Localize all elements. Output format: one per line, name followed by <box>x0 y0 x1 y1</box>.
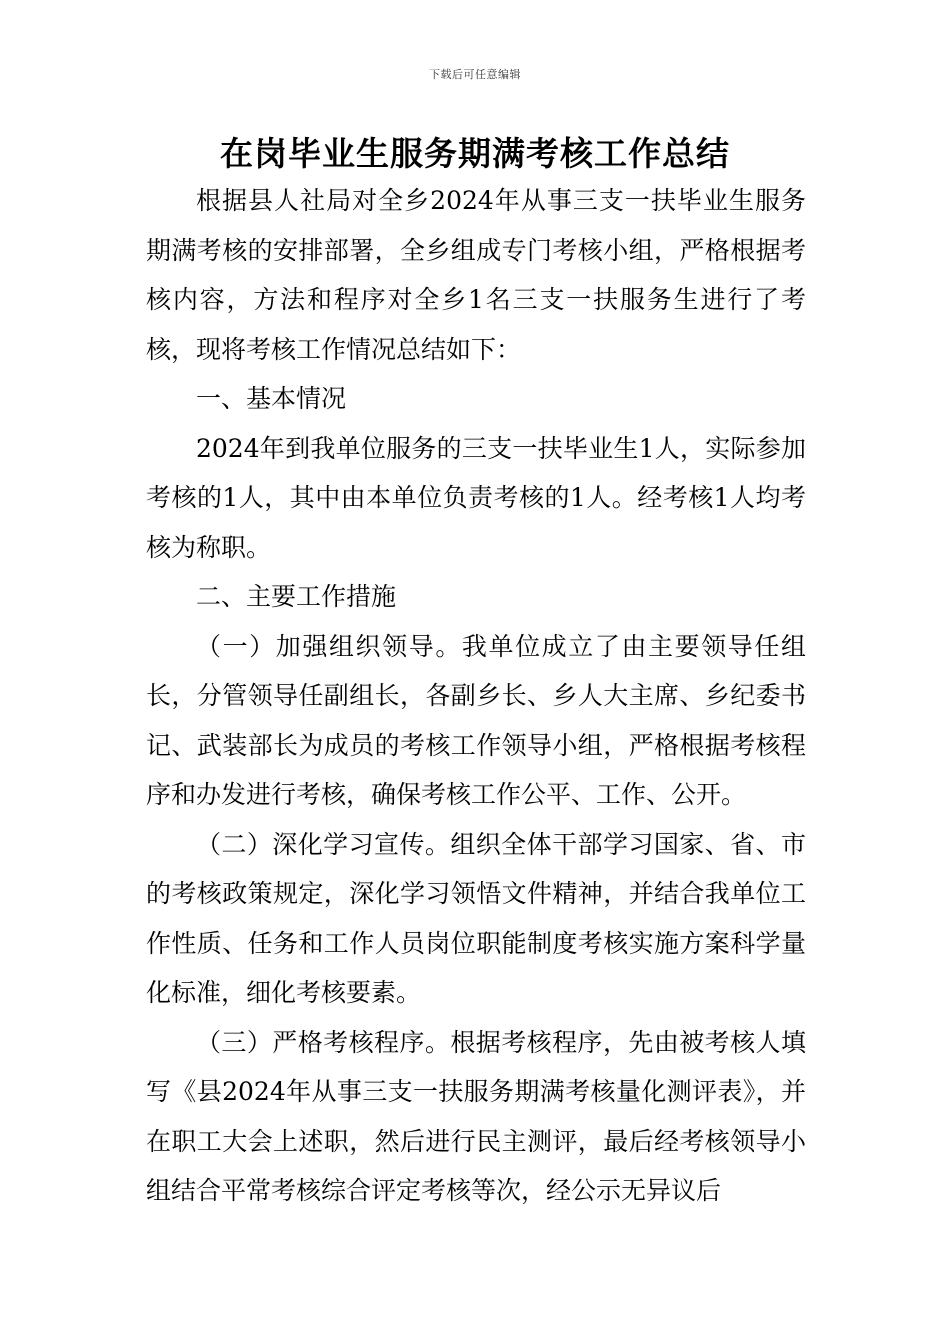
header-note: 下载后可任意编辑 <box>429 68 521 81</box>
paragraph-basic-info: 2024年到我单位服务的三支一扶毕业生1人，实际参加考核的1人，其中由本单位负责考核的1人。经考核1人均考核为称职。 <box>146 433 806 562</box>
paragraph-measure-3: （三）严格考核程序。根据考核程序，先由被考核人填写《县2024年从事三支一扶服务期满考核量化测评表》，并在职工大会上述职，然后进行民主测评，最后经考核领导小组结合平常考核综合评定考核等次，经公示无异议后 <box>146 1027 806 1205</box>
document-title: 在岗毕业生服务期满考核工作总结 <box>220 134 730 173</box>
paragraph-measure-2: （二）深化学习宣传。组织全体干部学习国家、省、市的考核政策规定，深化学习领悟文件精神，并结合我单位工作性质、任务和工作人员岗位职能制度考核实施方案科学量化标准，细化考核要素。 <box>146 829 806 1007</box>
section-heading-basic: 一、基本情况 <box>196 384 347 413</box>
paragraph-measure-1: （一）加强组织领导。我单位成立了由主要领导任组长，分管领导任副组长，各副乡长、乡人大主席、乡纪委书记、武装部长为成员的考核工作领导小组，严格根据考核程序和办发进行考核，确保考核工作公平、工作、公开。 <box>146 631 806 809</box>
paragraph-intro: 根据县人社局对全乡2024年从事三支一扶毕业生服务期满考核的安排部署，全乡组成专门考核小组，严格根据考核内容，方法和程序对全乡1名三支一扶服务生进行了考核，现将考核工作情况总结如下： <box>146 186 806 364</box>
document-body <box>146 176 806 1216</box>
section-heading-measures: 二、主要工作措施 <box>196 582 397 611</box>
